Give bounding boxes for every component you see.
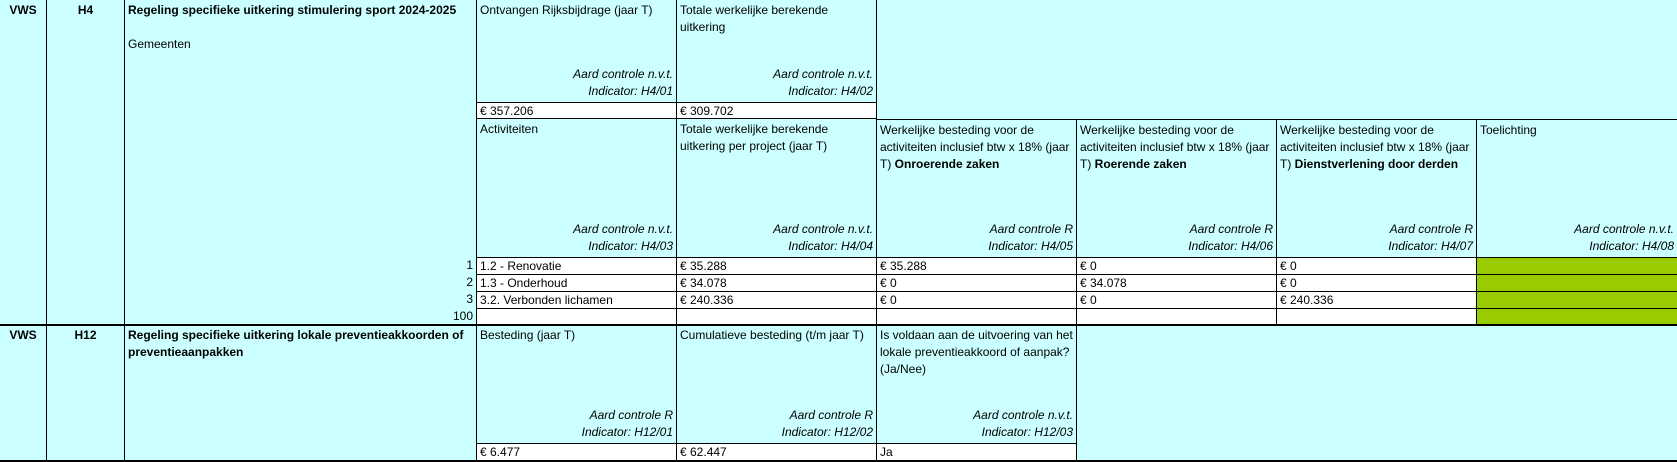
h4-cell-dienstverlening[interactable]: € 0 [1277,274,1477,291]
h12-value-cumulatief[interactable]: € 62.447 [677,443,877,460]
h4-cell-uitkering[interactable] [677,308,877,325]
h4-row-nr: 3 [418,291,477,308]
h4-top-filler [877,0,1677,119]
h4-col-header-roerend: Werkelijke besteding voor de activiteiten inclusief btw x 18% (jaar T) Roerende zaken Aard controle R Indicator: H4/06 [1077,119,1277,257]
h4-cell-activiteit[interactable]: 1.2 - Renovatie [477,257,677,274]
h4-top-value-1[interactable]: € 357.206 [477,102,677,119]
h4-col-header-toelichting: Toelichting Aard controle n.v.t. Indicator: H4/08 [1477,119,1677,257]
h4-recipient: Gemeenten [128,37,191,51]
h4-cell-uitkering[interactable]: € 34.078 [677,274,877,291]
h4-cell-uitkering[interactable]: € 35.288 [677,257,877,274]
h4-col-header-onroerend: Werkelijke besteding voor de activiteiten inclusief btw x 18% (jaar T) Onroerende zaken Aard controle R Indicator: H4/05 [877,119,1077,257]
h4-cell-toelichting[interactable] [1477,308,1677,325]
h12-title-cell [125,326,477,460]
h4-cell-onroerend[interactable]: € 35.288 [877,257,1077,274]
h4-cell-onroerend[interactable]: € 0 [877,291,1077,308]
h4-top-control-1: Aard controle n.v.t. Indicator: H4/01 [573,67,673,98]
h4-top-header-2 [677,0,877,102]
h4-cell-onroerend[interactable] [877,308,1077,325]
h4-ministry: VWS [0,0,47,325]
h12-value-voldaan[interactable]: Ja [877,443,1077,460]
h4-title: Regeling specifieke uitkering stimulering sport 2024-2025 [128,3,457,17]
h12-value-besteding[interactable]: € 6.477 [477,443,677,460]
h4-cell-onroerend[interactable]: € 0 [877,274,1077,291]
h4-cell-uitkering[interactable]: € 240.336 [677,291,877,308]
h12-col-header-besteding: Besteding (jaar T) Aard controle R Indicator: H12/01 [477,326,677,443]
h12-col-header-cumulatief: Cumulatieve besteding (t/m jaar T) Aard controle R Indicator: H12/02 [677,326,877,443]
h4-cell-roerend[interactable]: € 34.078 [1077,274,1277,291]
h12-filler [1077,326,1677,460]
h4-code: H4 [47,0,125,325]
h4-col-header-activiteiten: Activiteiten Aard controle n.v.t. Indicator: H4/03 [477,119,677,257]
h12-ministry: VWS [0,326,47,460]
h4-cell-dienstverlening[interactable]: € 0 [1277,257,1477,274]
h4-cell-dienstverlening[interactable] [1277,308,1477,325]
h4-col-header-dienstverlening: Werkelijke besteding voor de activiteiten inclusief btw x 18% (jaar T) Dienstverlening door derden Aard controle R Indicator: H4/07 [1277,119,1477,257]
h4-cell-activiteit[interactable]: 1.3 - Onderhoud [477,274,677,291]
h4-top-label-1: Ontvangen Rijksbijdrage (jaar T) [480,3,653,17]
h4-top-control-2: Aard controle n.v.t. Indicator: H4/02 [773,67,873,98]
h4-cell-toelichting[interactable] [1477,274,1677,291]
h4-top-value-2[interactable]: € 309.702 [677,102,877,119]
h4-cell-roerend[interactable]: € 0 [1077,291,1277,308]
h4-cell-toelichting[interactable] [1477,257,1677,274]
h12-title: Regeling specifieke uitkering lokale preventieakkoorden of preventieaanpakken [128,328,464,359]
h4-col-header-uitkering: Totale werkelijke berekende uitkering per project (jaar T) Aard controle n.v.t. Indicator: H4/04 [677,119,877,257]
h12-col-header-voldaan: Is voldaan aan de uitvoering van het lokale preventieakkoord of aanpak? (Ja/Nee) Aard controle n.v.t. Indicator: H12/03 [877,326,1077,443]
h4-row-nr: 2 [418,274,477,291]
h4-top-header-1 [477,0,677,102]
h4-cell-activiteit[interactable]: 3.2. Verbonden lichamen [477,291,677,308]
h4-cell-roerend[interactable] [1077,308,1277,325]
h4-cell-dienstverlening[interactable]: € 240.336 [1277,291,1477,308]
h4-cell-toelichting[interactable] [1477,291,1677,308]
h4-row-nr: 1 [418,257,477,274]
h12-code: H12 [47,326,125,460]
h4-row-nr: 100 [418,308,477,325]
h4-top-label-2: Totale werkelijke berekende uitkering [680,3,829,34]
h4-cell-activiteit[interactable] [477,308,677,325]
h4-cell-roerend[interactable]: € 0 [1077,257,1277,274]
